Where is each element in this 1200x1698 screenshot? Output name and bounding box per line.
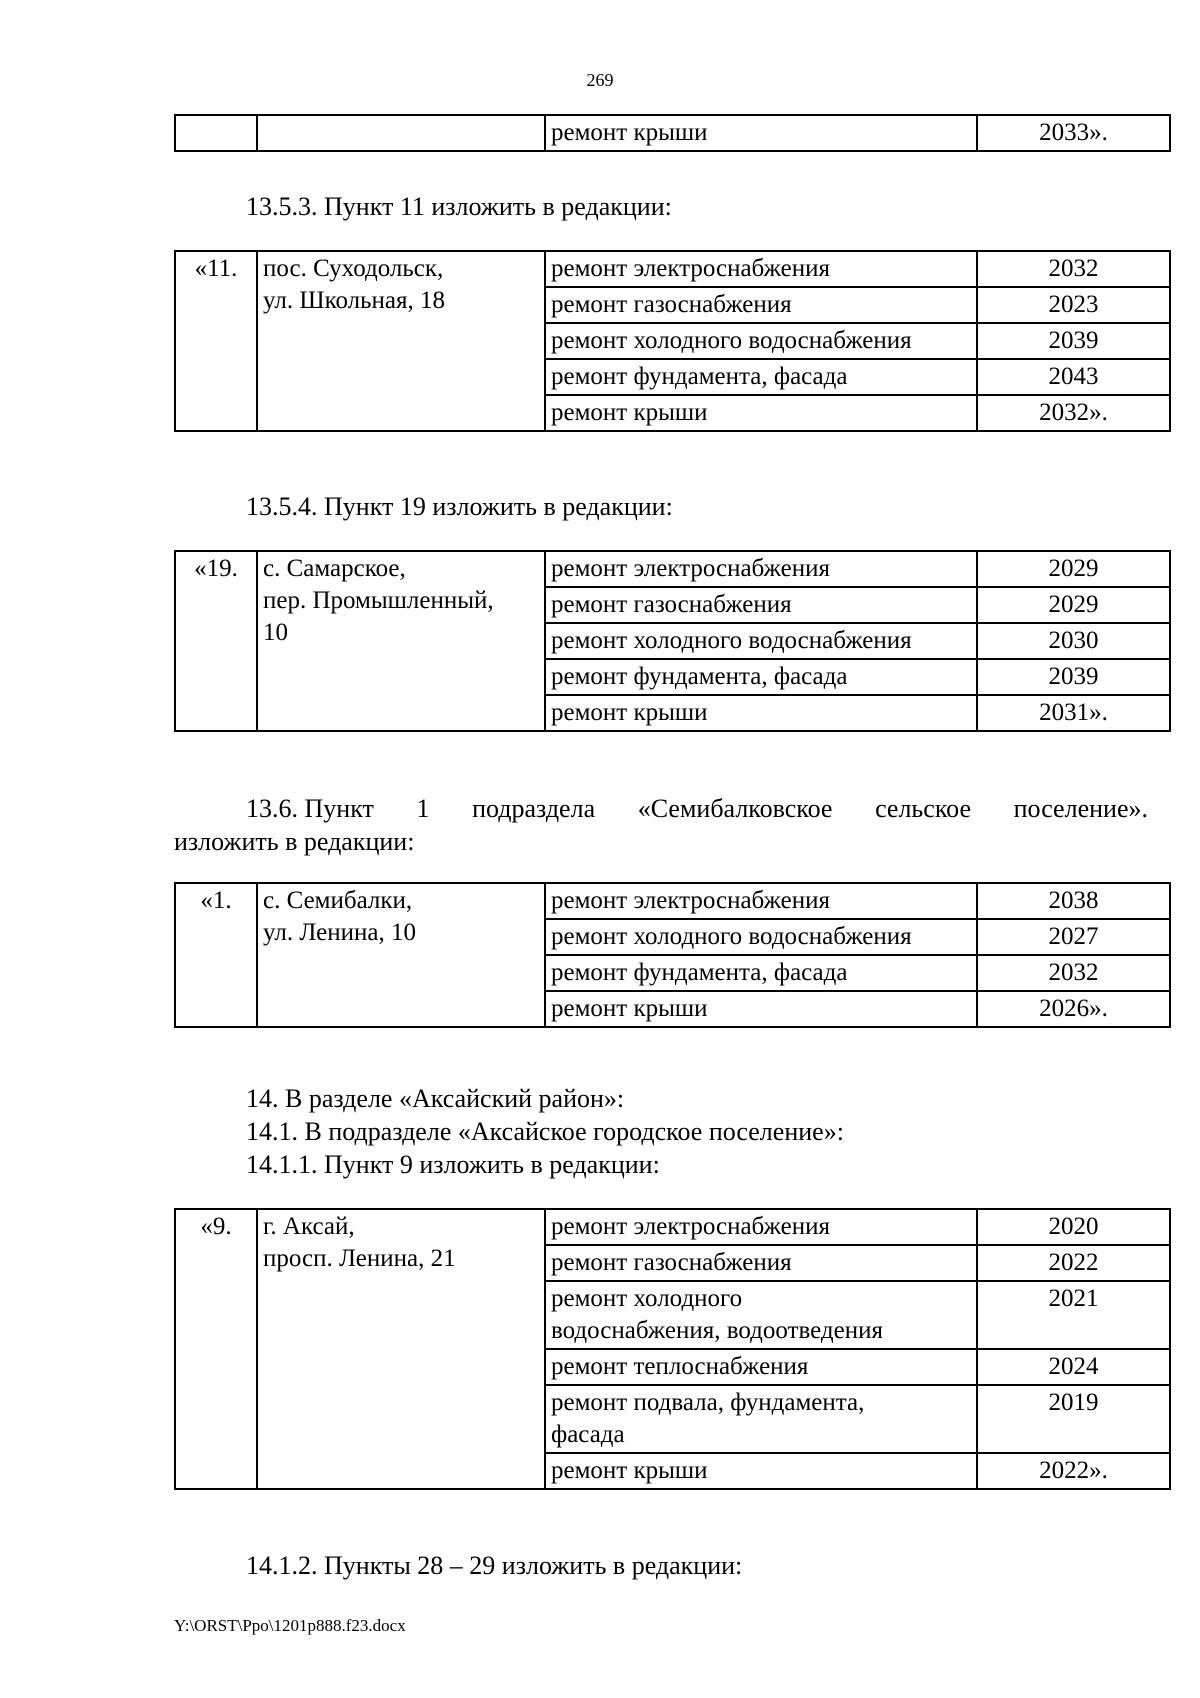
table-item-9 [174,1208,1171,1490]
address-cell [257,115,545,151]
table-row [175,551,1170,587]
work-line: водоснабжения, водоотведения [551,1317,883,1344]
page-number: 269 [586,70,614,90]
work-cell: ремонт фундамента, фасада [545,359,977,395]
year-cell: 2027 [977,919,1170,955]
work-cell: ремонт фундамента, фасада [545,955,977,991]
work-cell [545,1281,977,1349]
paragraph-word: 1 [416,794,430,823]
work-line: ремонт подвала, фундамента, [551,1389,865,1416]
address-line: пос. Суходольск, [263,255,444,282]
address-line: с. Семибалки, [263,887,413,914]
paragraph-word: поселение». [1013,794,1148,823]
year-cell: 2038 [977,883,1170,919]
item-number-cell: «19. [175,551,257,731]
address-cell [257,251,545,431]
year-cell: 2039 [977,323,1170,359]
paragraph-word: 13.6. Пункт [246,794,374,823]
address-line: 10 [263,619,288,646]
address-line: с. Самарское, [263,555,406,582]
year-cell: 2043 [977,359,1170,395]
work-cell: ремонт газоснабжения [545,587,977,623]
address-line: ул. Ленина, 10 [263,919,416,946]
work-cell [545,1209,977,1245]
year-cell: 2032 [977,251,1170,287]
table-row [175,251,1170,287]
paragraph-word: сельское [875,794,972,823]
table-item-11 [174,250,1171,432]
paragraph-13-5-3: 13.5.3. Пункт 11 изложить в редакции: [246,192,672,221]
table-item-19 [174,550,1171,732]
item-number-cell: «9. [175,1209,257,1489]
table-continuation [174,114,1171,152]
year-cell: 2026». [977,991,1170,1027]
work-line: ремонт газоснабжения [551,1249,792,1276]
work-cell: ремонт электроснабжения [545,883,977,919]
work-cell: ремонт электроснабжения [545,551,977,587]
work-cell: ремонт холодного водоснабжения [545,919,977,955]
file-path-footer: Y:\ORST\Ppo\1201p888.f23.docx [174,1616,406,1635]
table-row [175,115,1170,151]
paragraph-13-6 [174,792,1148,858]
work-line: фасада [551,1421,625,1448]
work-cell: ремонт электроснабжения [545,251,977,287]
year-cell: 2033». [977,115,1170,151]
table-item-1 [174,882,1171,1028]
paragraph-word: подраздела [472,794,596,823]
work-line: ремонт электроснабжения [551,1213,830,1240]
year-cell: 2019 [977,1385,1170,1453]
year-cell: 2029 [977,551,1170,587]
year-cell: 2021 [977,1281,1170,1349]
work-line: ремонт крыши [551,1457,708,1484]
work-cell: ремонт фундамента, фасада [545,659,977,695]
year-cell: 2030 [977,623,1170,659]
work-cell: ремонт крыши [545,991,977,1027]
table-row [175,1209,1170,1245]
year-cell: 2022 [977,1245,1170,1281]
year-cell: 2020 [977,1209,1170,1245]
paragraph-13-5-4: 13.5.4. Пункт 19 изложить в редакции: [246,492,673,521]
year-cell: 2032». [977,395,1170,431]
paragraph-14-1-2: 14.1.2. Пункты 28 – 29 изложить в редакции: [246,1551,743,1580]
paragraph-14: 14. В разделе «Аксайский район»: [246,1084,625,1113]
table-row [175,883,1170,919]
work-cell: ремонт крыши [545,115,977,151]
work-cell [545,1453,977,1489]
work-cell: ремонт крыши [545,695,977,731]
paragraph-line [174,792,1148,825]
year-cell: 2029 [977,587,1170,623]
year-cell: 2022». [977,1453,1170,1489]
item-number-cell: «1. [175,883,257,1027]
work-cell [545,1385,977,1453]
year-cell: 2023 [977,287,1170,323]
work-line: ремонт теплоснабжения [551,1353,809,1380]
work-cell: ремонт холодного водоснабжения [545,623,977,659]
item-number-cell [175,115,257,151]
paragraph-14-1-1: 14.1.1. Пункт 9 изложить в редакции: [246,1150,660,1179]
paragraph-14-1: 14.1. В подразделе «Аксайское городское поселение»: [246,1117,844,1146]
year-cell: 2031». [977,695,1170,731]
address-cell [257,1209,545,1489]
address-cell [257,883,545,1027]
year-cell: 2024 [977,1349,1170,1385]
paragraph-line: изложить в редакции: [174,827,415,856]
address-line: просп. Ленина, 21 [263,1245,456,1272]
address-line: ул. Школьная, 18 [263,287,445,314]
year-cell: 2032 [977,955,1170,991]
work-cell [545,1245,977,1281]
paragraph-word: «Семибалковское [637,794,833,823]
address-line: г. Аксай, [263,1213,355,1240]
address-cell [257,551,545,731]
work-cell: ремонт холодного водоснабжения [545,323,977,359]
item-number-cell: «11. [175,251,257,431]
address-line: пер. Промышленный, [263,587,494,614]
year-cell: 2039 [977,659,1170,695]
work-cell [545,1349,977,1385]
work-line: ремонт холодного [551,1285,743,1312]
work-cell: ремонт газоснабжения [545,287,977,323]
work-cell: ремонт крыши [545,395,977,431]
